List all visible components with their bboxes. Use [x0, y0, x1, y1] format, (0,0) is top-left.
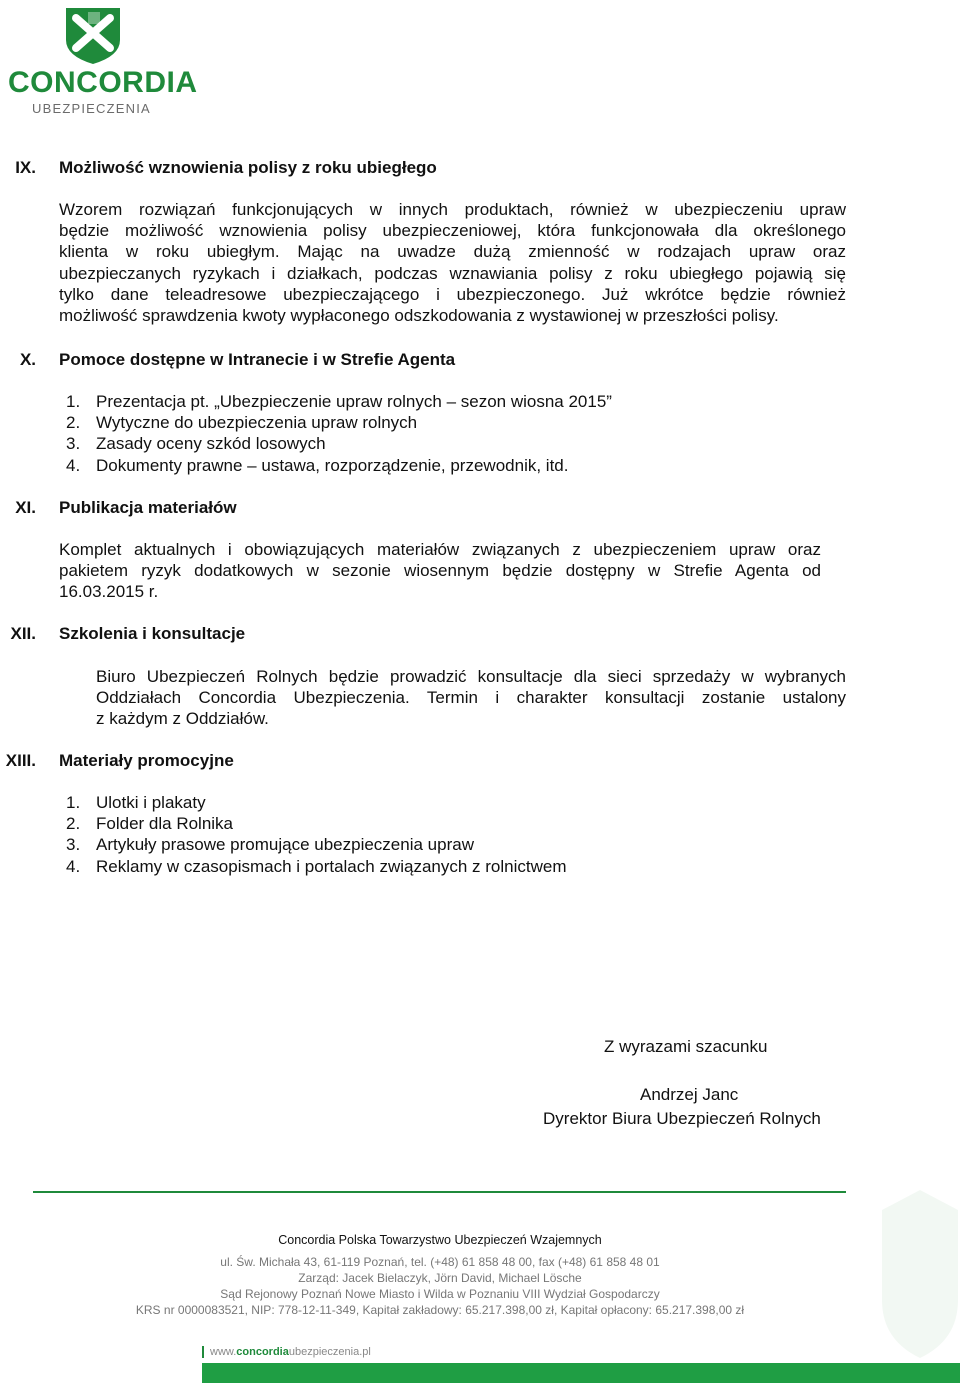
paragraph-line: 16.03.2015 r.	[59, 582, 159, 602]
list-number: 3.	[66, 434, 81, 454]
section-title: Materiały promocyjne	[59, 751, 234, 770]
list-number: 2.	[66, 413, 81, 433]
paragraph-line: Komplet aktualnych i obowiązujących materiałów związanych z ubezpieczeniem upraw oraz	[59, 540, 821, 559]
paragraph-line: pakietem ryzyk dodatkowych w sezonie wiosennym będzie dostępny w Strefie Agenta od	[59, 561, 821, 581]
section-number: IX.	[15, 158, 36, 177]
list-number: 2.	[66, 814, 81, 834]
list-text: Artykuły prasowe promujące ubezpieczenia upraw	[96, 835, 474, 855]
section-number: XIII.	[5, 751, 36, 770]
logo-wordmark: CONCORDIA	[8, 66, 198, 99]
paragraph-line: ubezpieczanych ryzykach i działkach, podczas wznawiania polisy z roku ubiegłego pojawią się	[59, 263, 846, 283]
list-item	[66, 856, 567, 877]
paragraph-line: Wzorem rozwiązań funkcjonujących w innych produktach, również w ubezpieczeniu upraw	[59, 200, 846, 219]
footer-krs: KRS nr 0000083521, NIP: 778-12-11-349, Kapitał zakładowy: 65.217.398,00 zł, Kapitał opłacony: 65.217.398,00 zł	[135, 1303, 745, 1317]
list-number: 1.	[66, 793, 81, 812]
paragraph-line: klienta w roku ubiegłym. Mając na uwadze dużą zmienność w rodzajach upraw oraz	[59, 242, 846, 262]
paragraph-line: z każdym z Oddziałów.	[96, 709, 269, 729]
list-number: 4.	[66, 856, 81, 876]
website-suffix: ubezpieczenia.pl	[288, 1346, 371, 1358]
list-item	[66, 391, 612, 412]
list-item	[66, 433, 612, 454]
list-item	[66, 813, 567, 834]
section-number: XI.	[15, 498, 36, 517]
list-text: Dokumenty prawne – ustawa, rozporządzenie, przewodnik, itd.	[96, 455, 569, 475]
list-text: Folder dla Rolnika	[96, 814, 234, 834]
watermark-graphic	[880, 1180, 960, 1360]
promo-materials-list	[66, 792, 567, 877]
list-text: Zasady oceny szkód losowych	[96, 434, 326, 454]
list-text: Ulotki i plakaty	[96, 793, 206, 812]
footer-board: Zarząd: Jacek Bielaczyk, Jörn David, Michael Lösche	[298, 1271, 582, 1285]
paragraph-line: tylko dane teleadresowe ubezpieczającego i ubezpieczonego. Już wkrótce będzie również	[59, 284, 846, 304]
logo-subtitle: UBEZPIECZENIA	[32, 101, 151, 116]
website-prefix: www.	[210, 1346, 237, 1358]
section-ix-paragraph	[59, 199, 846, 326]
section-title: Możliwość wznowienia polisy z roku ubiegłego	[59, 158, 437, 177]
list-text: Wytyczne do ubezpieczenia upraw rolnych	[96, 413, 418, 433]
section-title: Pomoce dostępne w Intranecie i w Strefie Agenta	[59, 350, 456, 369]
company-logo	[8, 4, 198, 116]
section-xii-paragraph	[96, 666, 846, 730]
website-link[interactable]	[202, 1346, 371, 1358]
footer-address: ul. Św. Michała 43, 61-119 Poznań, tel. (+48) 61 858 48 00, fax (+48) 61 858 48 01	[220, 1255, 660, 1269]
section-xi-paragraph	[59, 539, 821, 603]
list-item	[66, 412, 612, 433]
paragraph-line: Oddziałach Concordia Ubezpieczenia. Termin i charakter konsultacji zostanie ustalony	[96, 688, 846, 708]
list-number: 3.	[66, 835, 81, 855]
signatory-position: Dyrektor Biura Ubezpieczeń Rolnych	[543, 1109, 821, 1128]
footer-court: Sąd Rejonowy Poznań Nowe Miasto i Wilda w Poznaniu VIII Wydział Gospodarczy	[220, 1287, 660, 1301]
section-title: Szkolenia i konsultacje	[59, 624, 246, 643]
list-text: Reklamy w czasopismach i portalach związanych z rolnictwem	[96, 856, 567, 876]
list-number: 4.	[66, 455, 81, 475]
closing-greeting: Z wyrazami szacunku	[604, 1037, 768, 1056]
list-item	[66, 792, 567, 813]
list-text: Prezentacja pt. „Ubezpieczenie upraw rolnych – sezon wiosna 2015”	[96, 392, 612, 411]
paragraph-line: możliwość sprawdzenia kwoty wypłaconego odszkodowania z wystawionej w przeszłości polisy.	[59, 306, 779, 326]
paragraph-line: Biuro Ubezpieczeń Rolnych będzie prowadzić konsultacje dla sieci sprzedaży w wybranych	[96, 667, 846, 686]
footer-divider	[33, 1191, 846, 1193]
concordia-shield-icon	[8, 4, 178, 68]
section-number: XII.	[10, 624, 36, 643]
website-brand: concordia	[236, 1346, 289, 1358]
paragraph-line: będzie możliwość wznowienia polisy ubezpieczeniowej, która funkcjonowała dla określonego	[59, 221, 846, 241]
section-number: X.	[19, 350, 36, 369]
section-title: Publikacja materiałów	[59, 498, 237, 517]
footer-company-name: Concordia Polska Towarzystwo Ubezpieczeń Wzajemnych	[278, 1233, 602, 1247]
list-item	[66, 834, 567, 855]
footer-green-bar	[202, 1363, 960, 1383]
list-number: 1.	[66, 392, 81, 411]
signatory-name: Andrzej Janc	[640, 1085, 739, 1104]
list-item	[66, 455, 612, 476]
intranet-resources-list	[66, 391, 612, 476]
